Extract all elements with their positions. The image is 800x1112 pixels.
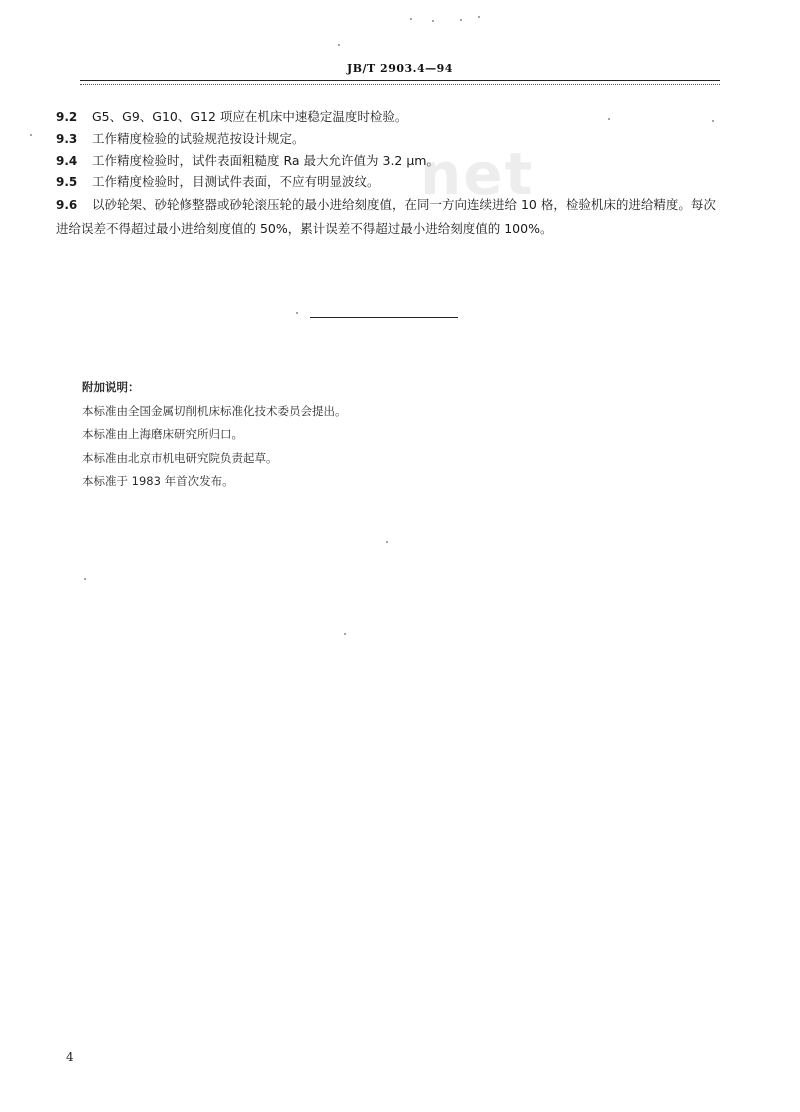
clause-text: 工作精度检验时，试件表面粗糙度 Ra 最大允许值为 3.2 μm。 <box>92 153 439 168</box>
appendix-line: 本标准由北京市机电研究院负责起草。 <box>82 450 278 465</box>
header-rule <box>80 80 720 81</box>
header-rule-dotted <box>80 84 720 85</box>
appendix-notes <box>82 376 347 494</box>
clause-9-3 <box>56 129 728 149</box>
scan-speck <box>712 120 714 122</box>
watermark: net <box>420 140 535 208</box>
clause-number: 9.6 <box>56 198 78 212</box>
clause-9-2 <box>56 107 728 127</box>
clause-text: 以砂轮架、砂轮修整器或砂轮滚压轮的最小进给刻度值，在同一方向连续进给 10 格，检验机床的进给精度。每次进给误差不得超过最小进给刻度值的 50%，累计误差不得超过最小进给刻度值的 100%。 <box>56 197 716 236</box>
scan-speck <box>296 312 298 314</box>
scan-speck <box>386 541 388 543</box>
scan-speck <box>410 18 412 20</box>
standard-code-header: JB/T 2903.4—94 <box>347 62 453 75</box>
clause-number: 9.5 <box>56 175 78 189</box>
scan-speck <box>84 578 86 580</box>
appendix-line: 本标准于 1983 年首次发布。 <box>82 474 234 488</box>
clause-text: G5、G9、G10、G12 项应在机床中速稳定温度时检验。 <box>92 109 408 124</box>
scan-speck <box>30 134 32 136</box>
clause-number: 9.3 <box>56 132 78 146</box>
clause-9-4 <box>56 151 728 171</box>
clause-9-5 <box>56 172 728 192</box>
appendix-title: 附加说明： <box>82 380 140 394</box>
scan-speck <box>432 20 434 22</box>
scan-speck <box>344 633 346 635</box>
scan-speck <box>460 19 462 21</box>
clause-text: 工作精度检验的试验规范按设计规定。 <box>92 131 305 146</box>
end-separator-line <box>310 317 458 318</box>
appendix-line: 本标准由全国金属切削机床标准化技术委员会提出。 <box>82 403 347 418</box>
scan-speck <box>338 44 340 46</box>
clause-text: 工作精度检验时，目测试件表面，不应有明显波纹。 <box>92 174 380 189</box>
clause-number: 9.4 <box>56 154 78 168</box>
scan-speck <box>608 118 610 120</box>
clause-9-6 <box>56 193 728 240</box>
page-number: 4 <box>66 1050 74 1064</box>
appendix-line: 本标准由上海磨床研究所归口。 <box>82 427 243 441</box>
clause-number: 9.2 <box>56 110 78 124</box>
scan-speck <box>478 16 480 18</box>
